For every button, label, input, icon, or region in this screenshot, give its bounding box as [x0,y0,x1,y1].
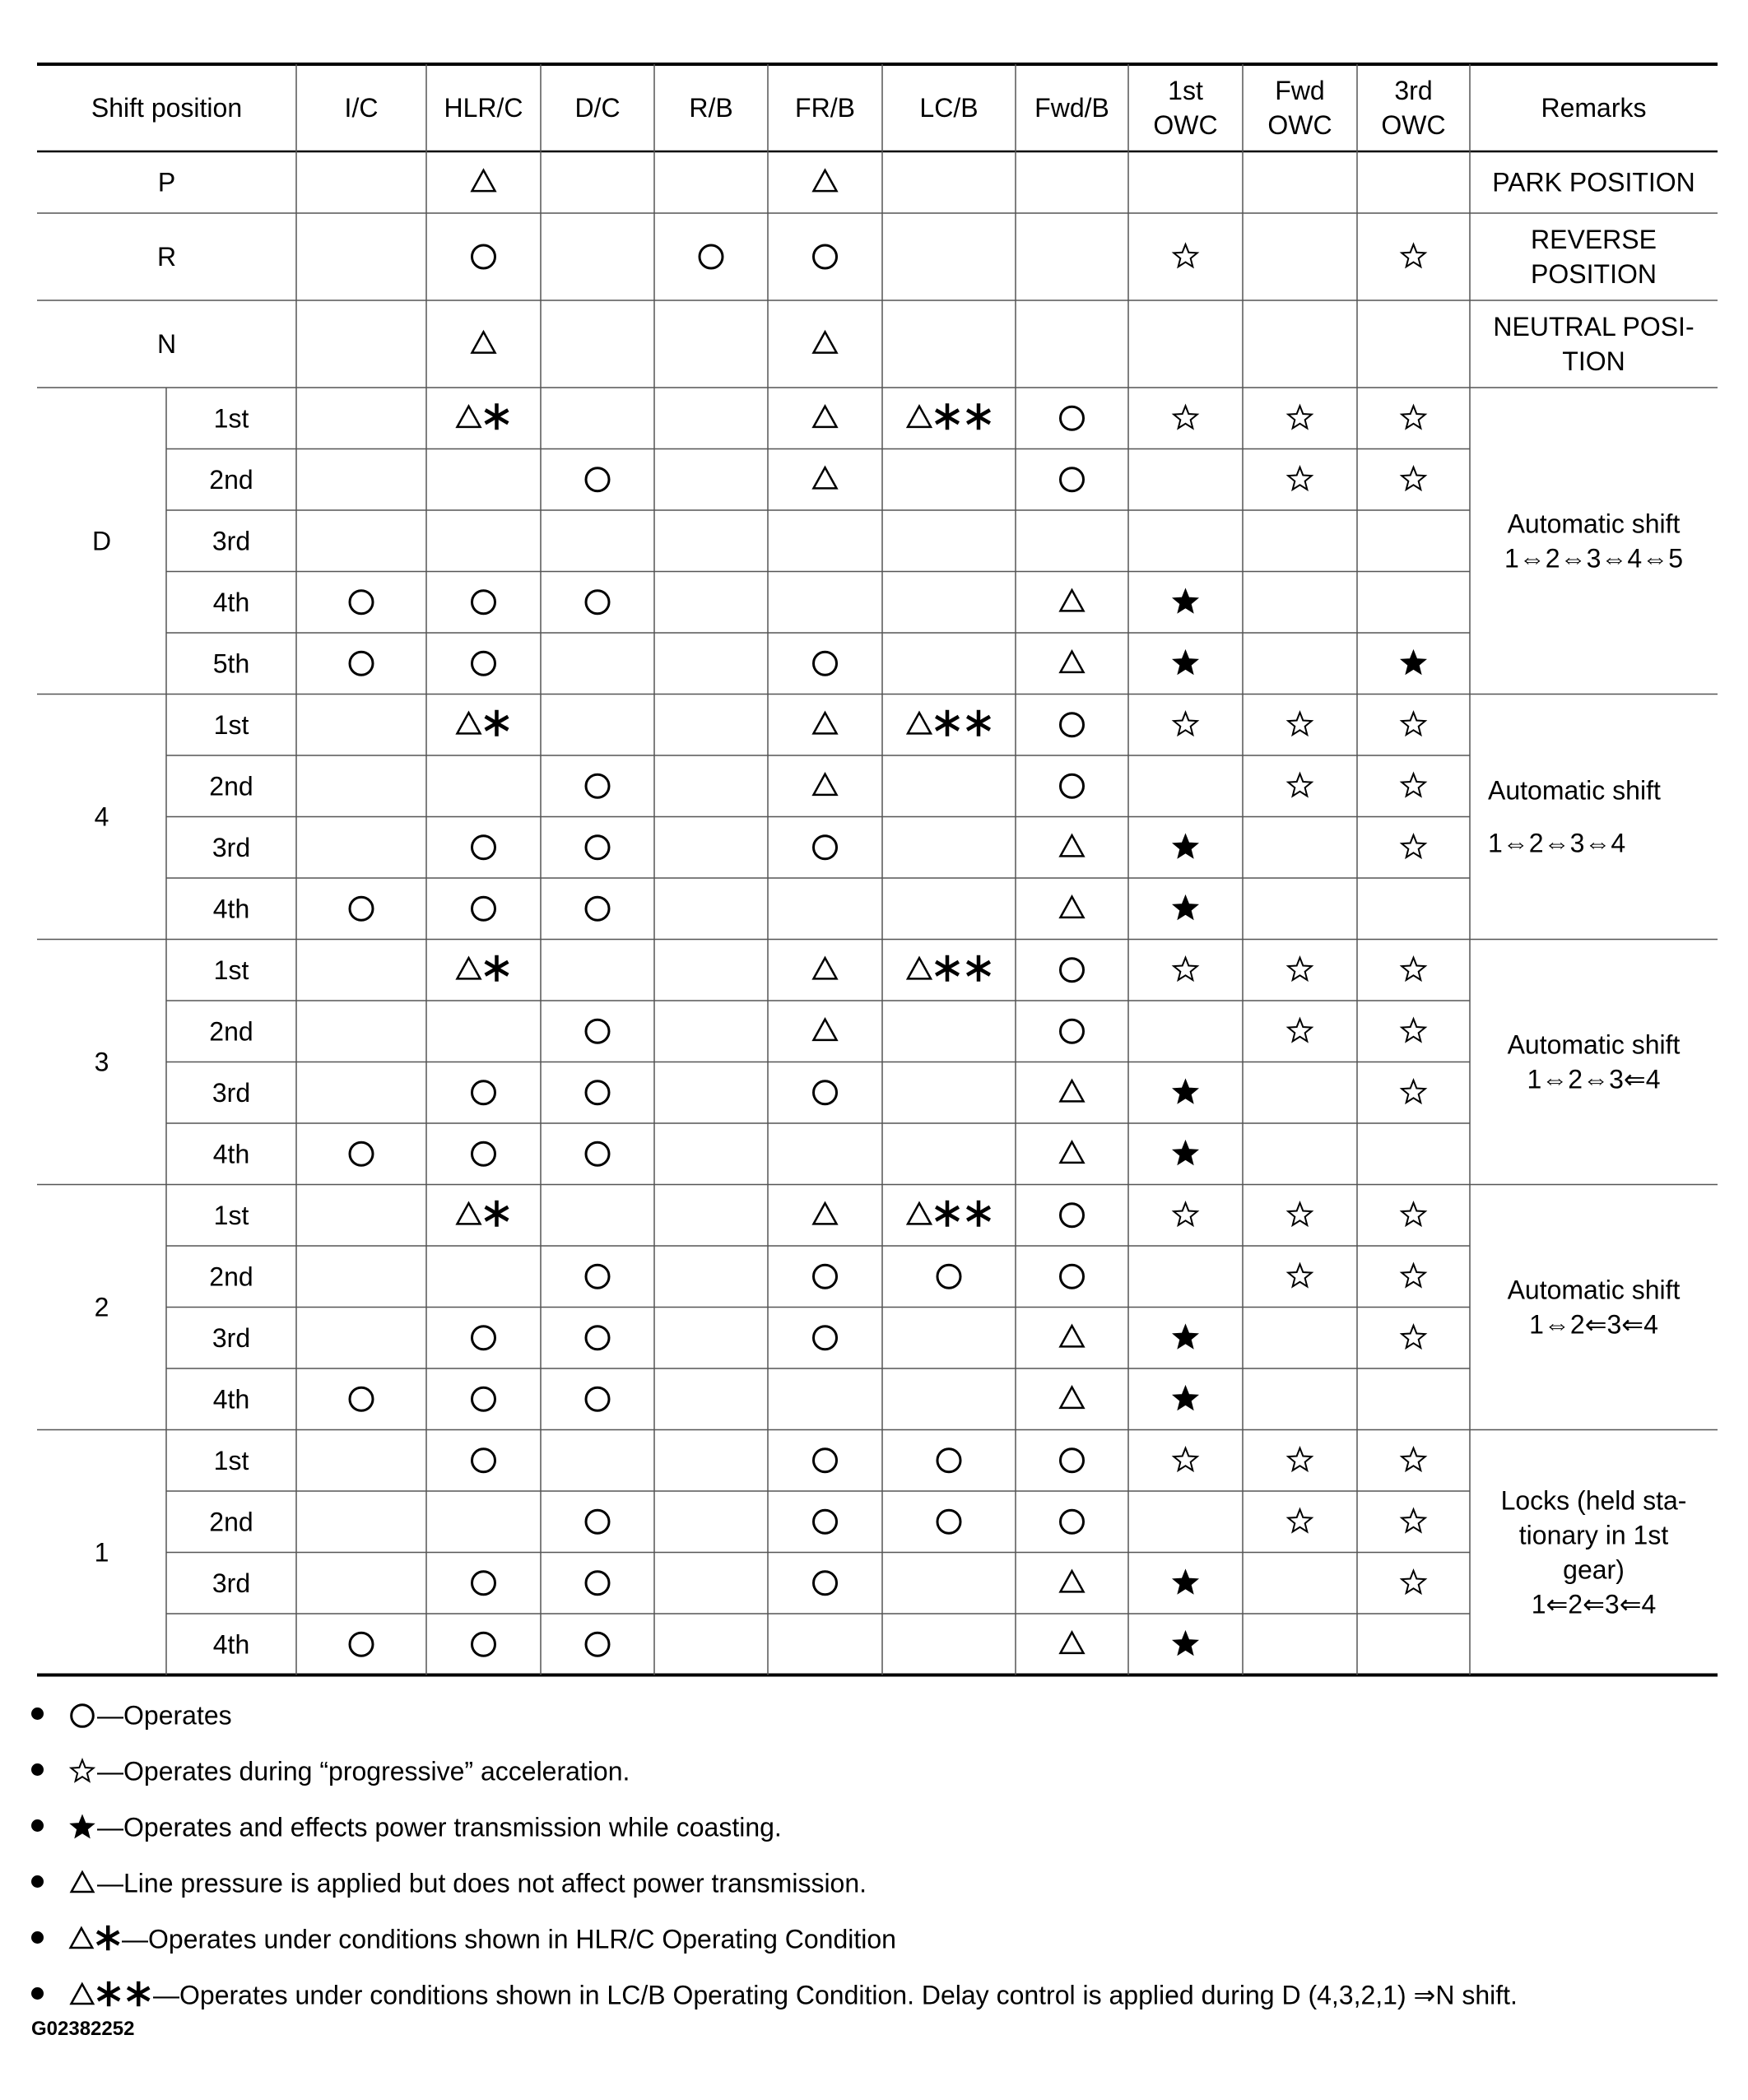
circle-icon [937,1449,960,1472]
gear-label: 3rd [212,526,251,556]
table-row [212,526,250,555]
circle-icon [586,774,609,797]
circle-icon [472,1081,495,1104]
circle-icon [586,591,609,614]
legend-symbol [67,1923,122,1956]
remarks-text: REVERSE POSITION [1531,225,1657,289]
star-open-icon [1288,1203,1312,1225]
legend-symbol [67,1755,97,1788]
star-open-icon [1288,406,1312,428]
bullet-icon [31,1763,44,1776]
circle-icon [586,1572,609,1595]
star-open-icon [1174,1448,1197,1470]
triangle-icon [814,713,837,733]
triangle-icon [814,467,837,488]
bullet-icon [31,1819,44,1832]
shift-group [92,403,1683,678]
table-row [214,710,1425,740]
circle-icon [814,1081,837,1104]
tri-ast2-icon [908,710,990,736]
circle-icon [700,245,723,268]
gear-label: 3rd [212,832,251,862]
header-fwdb: Fwd/B [1034,93,1109,123]
gear-label: 4th [212,1629,250,1660]
triangle-icon [1061,652,1084,672]
remarks-text: Locks (held sta-tionary in 1st gear) 1⇐2⇐3⇐4 [1500,1485,1687,1619]
legend-text: —Operates under conditions shown in HLR/C Operating Condition [122,1924,896,1954]
gear-label: 4th [212,1384,250,1415]
circle-icon [1061,959,1084,982]
header-frb: FR/B [795,93,855,123]
table-row [214,1201,1425,1230]
tri-ast-icon [71,1925,119,1949]
header-lcb: LC/B [919,93,979,123]
table-row [213,588,1198,617]
table-row [214,403,1425,433]
circle-icon [472,1572,495,1595]
triangle-icon [1061,835,1084,856]
star-open-icon [1402,713,1425,735]
gear-label: 1st [213,709,249,740]
triangle-icon [1061,897,1084,918]
star-open-icon [1402,1571,1425,1593]
star-solid-icon [1173,1141,1197,1164]
gear-label: 3rd [212,1077,251,1108]
star-solid-icon [1173,1570,1197,1594]
triangle-icon [814,170,837,191]
circle-icon [350,897,373,920]
table-row [157,312,1695,376]
gear-label: 1st [213,955,249,985]
star-open-icon [1402,958,1425,980]
shift-position-label: 3 [94,1047,109,1077]
legend-symbol [67,1699,97,1732]
star-solid-icon [1173,650,1197,674]
circle-icon [586,1387,609,1410]
circle-icon [72,1704,94,1726]
circle-icon [586,468,609,491]
star-solid-icon [1173,895,1197,919]
circle-icon [586,1633,609,1656]
circle-icon [1061,1510,1084,1533]
star-open-icon [1402,1019,1425,1041]
bullet-icon [31,1875,44,1888]
circle-icon [586,897,609,920]
figure-id: G02382252 [31,2018,135,2040]
legend-symbol [67,1811,97,1844]
remarks-text: Automatic shift 1⇔2⇔3⇔4⇔5 [1504,509,1683,574]
star-open-icon [1174,958,1197,980]
circle-icon [472,591,495,614]
circle-icon [814,1265,837,1288]
table-row [214,1446,1425,1475]
remarks-text: PARK POSITION [1492,167,1695,197]
circle-icon [814,1449,837,1472]
table-row [213,1139,1198,1168]
triangle-icon [814,1203,837,1224]
legend-item [25,1685,1720,1741]
star-open-icon [1288,774,1312,796]
gear-label: 4th [212,1139,250,1169]
circle-icon [472,1633,495,1656]
circle-icon [814,245,837,268]
header-rb: R/B [689,93,733,123]
circle-icon [350,1633,373,1656]
star-open-icon [1402,1203,1425,1225]
star-open-icon [1402,244,1425,267]
gear-label: 4th [212,894,250,924]
table-row [157,225,1657,289]
tri-ast2-icon [908,1201,990,1227]
circle-icon [1061,774,1084,797]
gear-label: 3rd [212,1568,251,1598]
star-open-icon [1174,244,1197,267]
circle-icon [586,1326,609,1350]
star-solid-icon [1173,1080,1197,1103]
circle-icon [472,1326,495,1350]
circle-icon [1061,1020,1084,1043]
triangle-icon [814,332,837,352]
star-open-icon [1402,1080,1425,1103]
circle-icon [350,591,373,614]
shift-position-label: 1 [94,1537,109,1568]
header-remarks: Remarks [1541,93,1647,123]
gear-label: 1st [213,1445,249,1475]
circle-icon [350,1387,373,1410]
tri-ast2-icon [72,1981,150,2005]
legend-item [25,1797,1720,1853]
circle-icon [586,1142,609,1165]
shift-position-label: 2 [94,1292,109,1322]
table-row [213,1629,1198,1659]
table-header [91,76,1647,140]
star-open-icon [1402,1448,1425,1470]
star-open-icon [1402,1326,1425,1348]
shift-position-label: 4 [94,801,109,832]
tri-ast-icon [458,710,509,736]
circle-icon [814,836,837,859]
star-open-icon [1174,1203,1197,1225]
legend-text: —Operates [97,1700,232,1731]
star-open-icon [1402,406,1425,428]
table-grid [37,64,1718,1675]
circle-icon [814,1326,837,1350]
circle-icon [472,836,495,859]
star-open-icon [1402,1264,1425,1286]
star-open-icon [1402,1509,1425,1531]
legend-text: —Operates during “progressive” acceleration. [97,1756,630,1786]
legend-item [25,1965,1720,2021]
gear-label: 1st [213,403,249,434]
triangle-icon [472,170,495,191]
circle-icon [472,897,495,920]
bullet-icon [31,1707,44,1720]
circle-icon [1061,1265,1084,1288]
header-hlrc: HLR/C [444,93,523,123]
remarks-text: Automatic shift 1⇔2⇔3⇔4 [1488,775,1661,858]
gear-label: 1st [213,1200,249,1230]
symbol-legend [25,1685,1720,2021]
gear-label: 2nd [209,464,253,495]
triangle-icon [1061,1633,1084,1653]
header-owc3: 3rd OWC [1381,76,1446,140]
star-solid-icon [1173,1325,1197,1349]
tri-ast-icon [458,1201,509,1227]
star-open-icon [1288,467,1312,490]
circle-icon [1061,407,1084,430]
legend-text: —Operates and effects power transmission while coasting. [97,1812,782,1842]
star-solid-icon [1173,589,1197,613]
star-open-icon [71,1759,93,1781]
header-ic: I/C [344,93,379,123]
header-shift: Shift position [91,93,243,123]
circle-icon [472,652,495,675]
circle-icon [586,1265,609,1288]
legend-item [25,1853,1720,1909]
circle-icon [1061,713,1084,736]
legend-text: —Operates under conditions shown in LC/B Operating Condition. Delay control is applied during D (4,3,2,1) ⇒N shift. [153,1980,1518,2010]
star-solid-icon [71,1814,95,1838]
gear-label: 2nd [209,1261,253,1292]
gear-label: 5th [212,648,250,679]
star-open-icon [1402,467,1425,490]
remarks-text: Automatic shift 1⇔2⇔3⇐4 [1507,1029,1681,1094]
star-solid-icon [1173,834,1197,858]
gear-label: 4th [212,587,250,617]
bullet-icon [31,1987,44,2000]
circle-icon [1061,1204,1084,1227]
triangle-icon [72,1872,94,1892]
circle-icon [350,652,373,675]
tri-ast-icon [458,403,509,430]
shift-position-label: P [157,167,176,197]
bullet-icon [31,1931,44,1944]
circle-icon [586,1020,609,1043]
circle-icon [1061,468,1084,491]
triangle-icon [1061,1080,1084,1101]
star-open-icon [1288,1019,1312,1041]
star-open-icon [1402,774,1425,796]
circle-icon [586,1081,609,1104]
star-open-icon [1174,713,1197,735]
triangle-icon [1061,1571,1084,1591]
circle-icon [350,1142,373,1165]
table-row [214,955,1425,985]
legend-symbol [67,1979,153,2012]
triangle-icon [1061,1326,1084,1346]
header-owcfwd: Fwd OWC [1267,76,1332,140]
star-open-icon [1402,835,1425,857]
header-owc1: 1st OWC [1153,76,1218,140]
shift-position-label: N [156,329,177,359]
star-open-icon [1288,1264,1312,1286]
star-open-icon [1288,958,1312,980]
circle-icon [814,652,837,675]
remarks-text: Automatic shift 1⇔2⇐3⇐4 [1507,1275,1681,1340]
circle-icon [1061,1449,1084,1472]
triangle-icon [814,407,837,427]
triangle-icon [1061,590,1084,611]
gear-label: 2nd [209,771,253,801]
remarks-text: NEUTRAL POSI-TION [1493,312,1695,376]
shift-position-label: D [91,526,112,556]
legend-symbol [67,1867,97,1900]
circle-icon [937,1265,960,1288]
star-solid-icon [1401,650,1425,674]
circle-icon [472,245,495,268]
gear-label: 2nd [209,1016,253,1047]
table-row [158,168,1695,197]
triangle-icon [1061,1387,1084,1408]
gear-label: 3rd [212,1322,251,1353]
circle-icon [586,836,609,859]
tri-ast2-icon [908,955,990,982]
triangle-icon [814,958,837,978]
legend-item [25,1741,1720,1797]
star-solid-icon [1173,1386,1197,1410]
tri-ast-icon [458,955,509,982]
circle-icon [814,1510,837,1533]
star-open-icon [1288,1448,1312,1470]
table-row [213,1384,1198,1414]
triangle-icon [814,774,837,795]
star-solid-icon [1173,1631,1197,1655]
circle-icon [586,1510,609,1533]
triangle-icon [472,332,495,352]
star-open-icon [1174,406,1197,428]
legend-item [25,1909,1720,1965]
legend-text: —Line pressure is applied but does not affect power transmission. [97,1868,867,1898]
triangle-icon [1061,1142,1084,1163]
table-row [213,894,1198,923]
gear-label: 2nd [209,1507,253,1537]
circle-icon [814,1572,837,1595]
header-dc: D/C [574,93,621,123]
star-open-icon [1288,1509,1312,1531]
circle-icon [472,1449,495,1472]
circle-icon [472,1387,495,1410]
circle-icon [472,1142,495,1165]
star-open-icon [1288,713,1312,735]
table-row [213,648,1426,678]
triangle-icon [814,1020,837,1040]
tri-ast2-icon [908,403,990,430]
shift-position-label: R [156,242,177,272]
circle-icon [937,1510,960,1533]
